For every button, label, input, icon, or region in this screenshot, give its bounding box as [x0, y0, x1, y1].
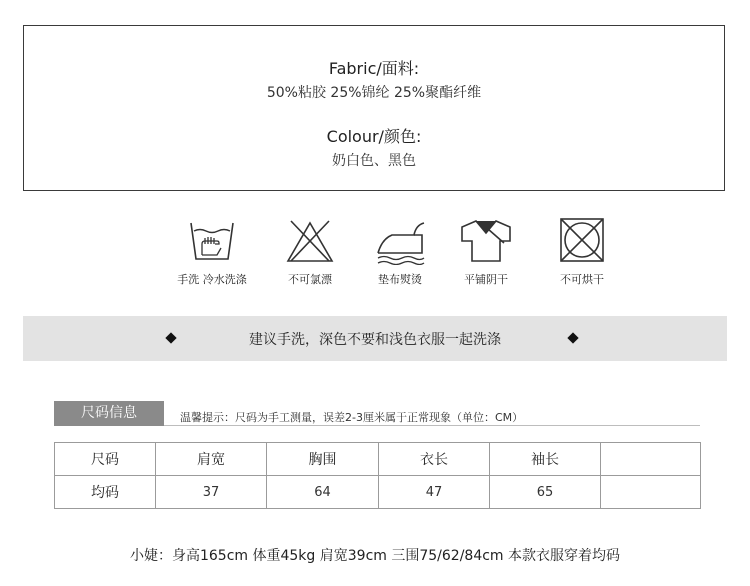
hand-wash-icon [187, 215, 237, 265]
divider [164, 425, 700, 426]
table-cell: 37 [156, 476, 267, 509]
care-item-dry-flat [436, 215, 536, 287]
size-table [54, 442, 701, 509]
care-item-no-bleach [260, 215, 360, 287]
dry-flat-in-shade-icon [458, 215, 514, 265]
table-header-row [55, 443, 701, 476]
no-bleach-icon [285, 215, 335, 265]
fabric-title: Fabric/面料: [328, 59, 420, 78]
header-cell: 袖长 [490, 443, 601, 476]
care-label: 垫布熨烫 [378, 273, 422, 286]
table-cell: 64 [267, 476, 379, 509]
table-cell: 47 [379, 476, 490, 509]
table-row [55, 476, 701, 509]
header-cell: 肩宽 [156, 443, 267, 476]
care-label: 手洗 冷水洗涤 [177, 273, 247, 286]
care-label: 平铺阴干 [464, 273, 508, 286]
colour-options: 奶白色、黑色 [332, 153, 416, 169]
size-info-tab: 尺码信息 [54, 401, 164, 426]
size-measure-tip: 温馨提示：尺码为手工测量，误差2-3厘米属于正常现象（单位：CM） [180, 411, 524, 424]
colour-title: Colour/颜色: [326, 127, 422, 146]
fabric-composition: 50%粘胶 25%锦纶 25%聚酯纤维 [266, 85, 482, 101]
table-cell: 65 [490, 476, 601, 509]
iron-with-cloth-icon [374, 215, 426, 265]
care-item-no-tumble-dry [532, 215, 632, 287]
header-cell: 尺码 [55, 443, 156, 476]
header-cell: 衣长 [379, 443, 490, 476]
care-label: 不可烘干 [560, 273, 604, 286]
no-tumble-dry-icon [557, 215, 607, 265]
table-cell [601, 476, 701, 509]
header-cell: 胸围 [267, 443, 379, 476]
header-cell [601, 443, 701, 476]
care-label: 不可氯漂 [288, 273, 332, 286]
care-item-iron [350, 215, 450, 287]
table-cell: 均码 [55, 476, 156, 509]
washing-notice-bar [23, 316, 727, 361]
care-item-hand-wash [162, 215, 262, 287]
washing-notice: 建议手洗，深色不要和浅色衣服一起洗涤 [249, 332, 501, 348]
fabric-colour-box [23, 25, 725, 191]
model-reference: 小婕：身高165cm 体重45kg 肩宽39cm 三围75/62/84cm 本款衣服穿着均码 [129, 548, 621, 564]
